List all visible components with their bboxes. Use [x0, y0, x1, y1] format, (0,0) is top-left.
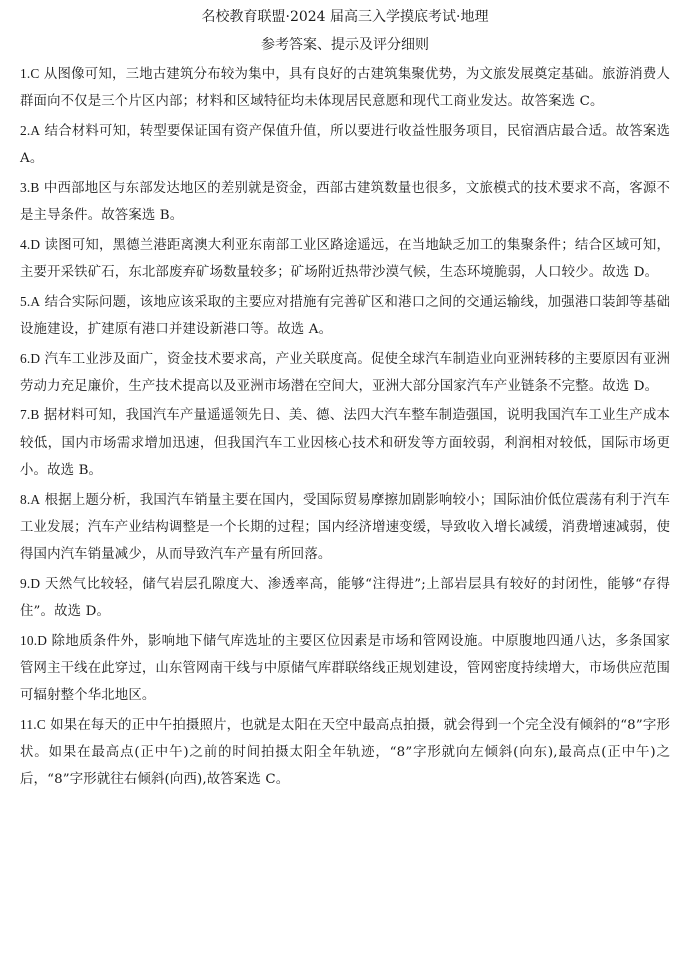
- answer-label: 9.D: [20, 575, 41, 591]
- answer-label: 5.A: [20, 293, 41, 309]
- answer-explanation: 从图像可知，三地古建筑分布较为集中，具有良好的古建筑集聚优势，为文旅发展奠定基础。旅游消费人群面向不仅是三个片区内部；材料和区域特征均未体现居民意愿和现代工商业发达。故答案选 C。: [20, 67, 670, 110]
- answer-label: 11.C: [20, 716, 46, 732]
- answer-item: [20, 60, 670, 115]
- answer-list: [20, 60, 670, 793]
- answer-explanation: 结合实际问题，该地应该采取的主要应对措施有完善矿区和港口之间的交通运输线，加强港口装卸等基础设施建设，扩建原有港口并建设新港口等。故选 A。: [20, 294, 670, 337]
- page-title: 名校教育联盟·2024 届高三入学摸底考试·地理: [201, 9, 489, 25]
- answer-explanation: 读图可知，黑德兰港距离澳大利亚东南部工业区路途遥远，在当地缺乏加工的集聚条件；结合区域可知，主要开采铁矿石，东北部废弃矿场数量较多；矿场附近热带沙漠气候，生态环境脆弱，人口较少。故选 D。: [20, 237, 670, 280]
- answer-item: [20, 117, 670, 172]
- answer-item: [20, 711, 670, 794]
- answer-explanation: 中西部地区与东部发达地区的差别就是资金，西部古建筑数量也很多，文旅模式的技术要求不高，客源不是主导条件。故答案选 B。: [20, 180, 670, 224]
- answer-explanation: 结合材料可知，转型要保证国有资产保值升值，所以要进行收益性服务项目，民宿酒店最合适。故答案选 A。: [20, 123, 670, 167]
- answer-item: [20, 174, 670, 229]
- answer-label: 1.C: [20, 66, 40, 81]
- answer-label: 10.D: [20, 632, 48, 648]
- answer-item: [20, 486, 670, 569]
- answer-label: 8.A: [20, 491, 41, 507]
- answer-item: [20, 288, 670, 343]
- answer-explanation: 据材料可知，我国汽车产量遥遥领先日、美、德、法四大汽车整车制造强国，说明我国汽车工业生产成本较低，国内市场需求增加迅速，但我国汽车工业因核心技术和研发等方面较弱，利润相对较低，国际市场更小。故选 B。: [20, 408, 670, 478]
- answer-label: 4.D: [20, 236, 41, 252]
- answer-item: [20, 570, 670, 625]
- answer-explanation: 除地质条件外，影响地下储气库选址的主要区位因素是市场和管网设施。中原腹地四通八达，多条国家管网主干线在此穿过，山东管网南干线与中原储气库群联络线正规划建设，管网密度持续增大，市场供应范围可辐射整个华北地区。: [20, 633, 670, 703]
- page-subtitle: 参考答案、提示及评分细则: [261, 37, 429, 53]
- answer-item: [20, 401, 670, 484]
- answer-item: [20, 345, 670, 400]
- answer-item: [20, 627, 670, 710]
- answer-explanation: 天然气比较轻，储气岩层孔隙度大、渗透率高，能够“注得进”;上部岩层具有较好的封闭性，能够“存得住”。故选 D。: [20, 576, 670, 619]
- answer-label: 2.A: [20, 122, 41, 138]
- answer-explanation: 如果在每天的正中午拍摄照片，也就是太阳在天空中最高点拍摄，就会得到一个完全没有倾斜的“8”字形状。如果在最高点(正中午)之前的时间拍摄太阳全年轨迹，“8”字形就向左倾斜(向东),最高点(正中午)之后，“8”字形就往右倾斜(向西),故答案选 C。: [20, 717, 670, 788]
- answer-explanation: 汽车工业涉及面广，资金技术要求高，产业关联度高。促使全球汽车制造业向亚洲转移的主要原因有亚洲劳动力充足廉价，生产技术提高以及亚洲市场潜在空间大，亚洲大部分国家汽车产业链条不完整。故选 D。: [20, 351, 670, 394]
- answer-label: 6.D: [20, 350, 41, 366]
- answer-label: 3.B: [20, 179, 40, 195]
- answer-explanation: 根据上题分析，我国汽车销量主要在国内，受国际贸易摩擦加剧影响较小；国际油价低位震荡有利于汽车工业发展；汽车产业结构调整是一个长期的过程；国内经济增速变缓，导致收入增长减缓，消费增速减弱，使得国内汽车销量减少，从而导致汽车产量有所回落。: [20, 492, 670, 562]
- answer-item: [20, 231, 670, 286]
- answer-label: 7.B: [20, 407, 40, 423]
